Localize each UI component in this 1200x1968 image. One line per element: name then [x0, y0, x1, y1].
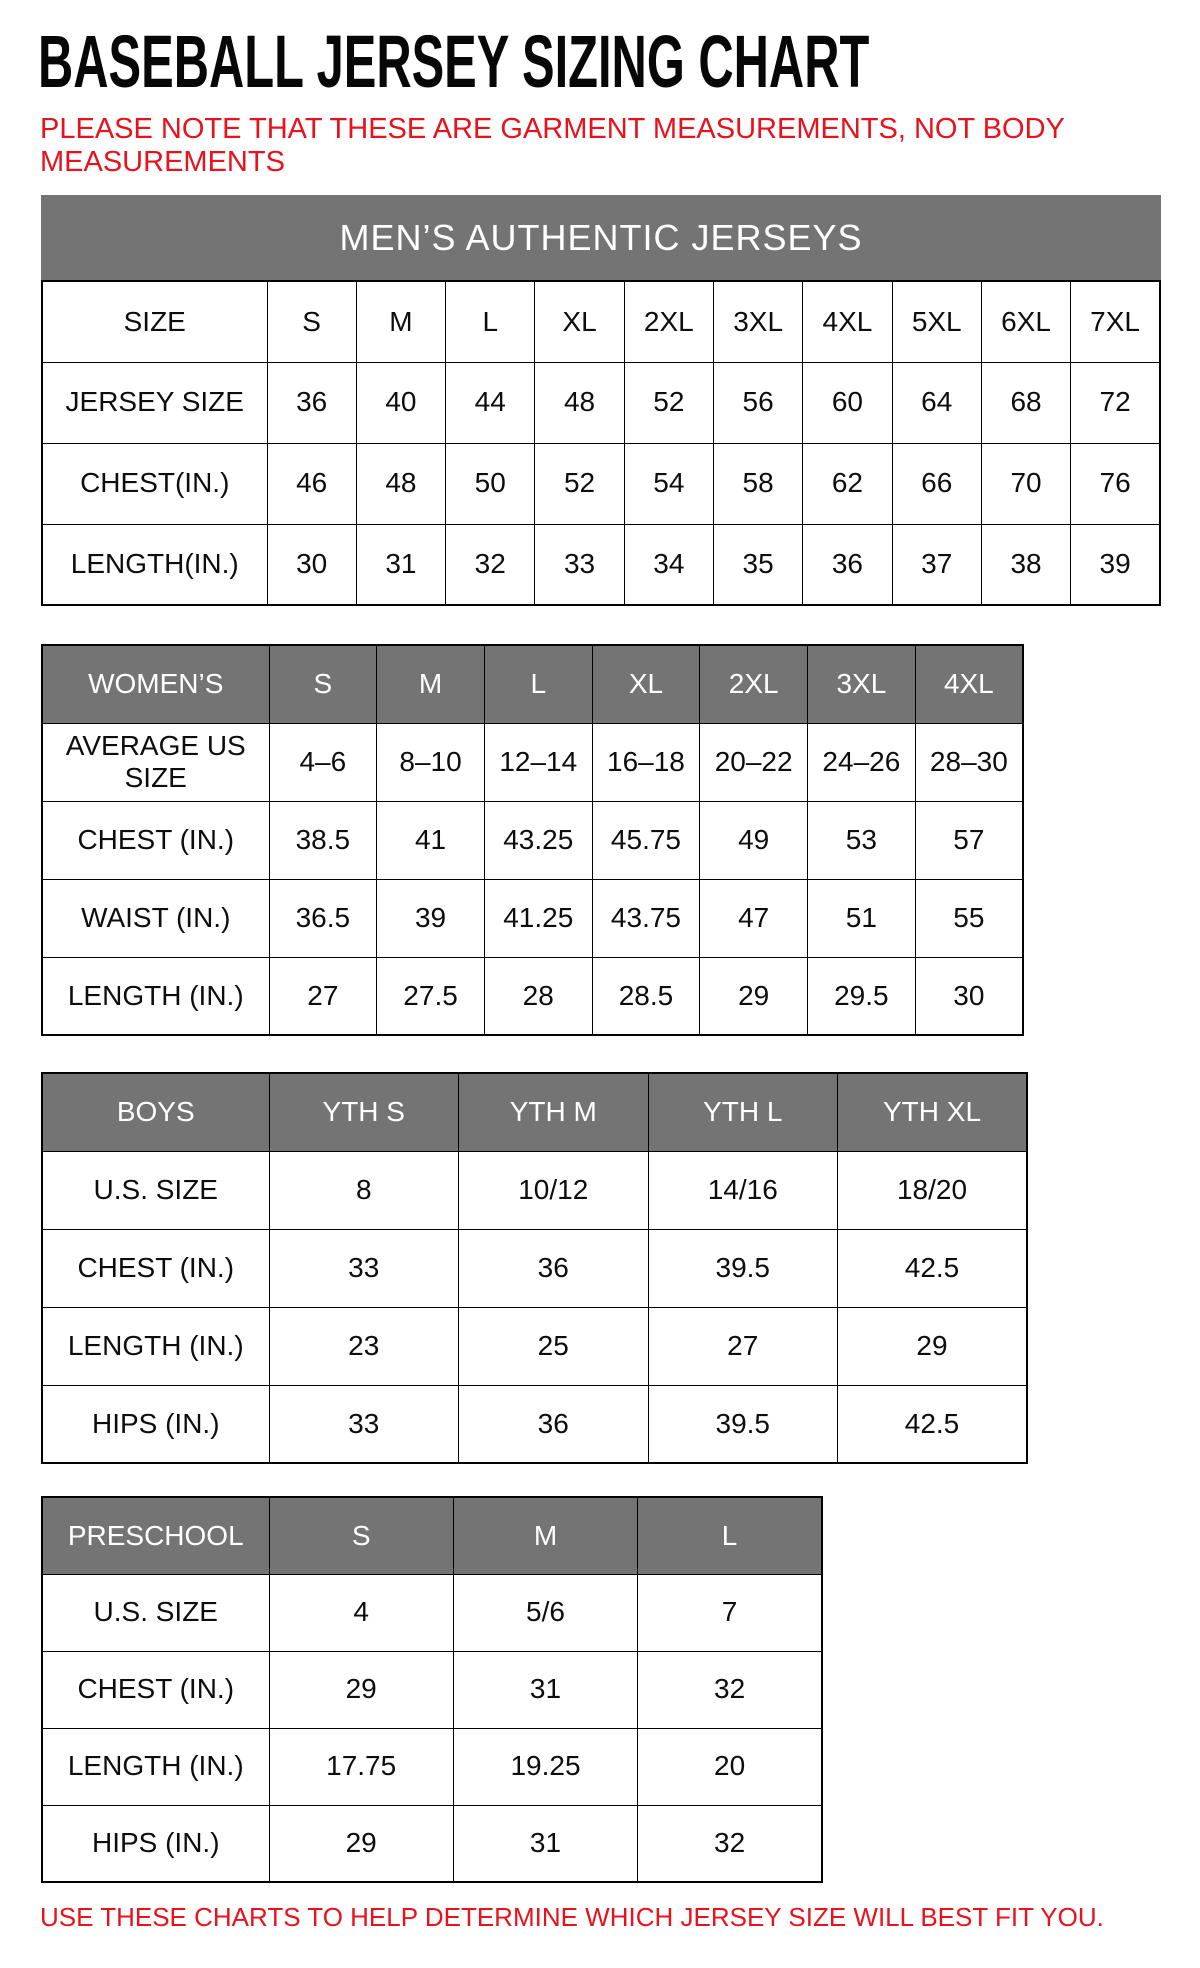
- table-header-cell: M: [453, 1497, 637, 1574]
- value-cell: 45.75: [592, 801, 700, 879]
- value-cell: 23: [269, 1307, 459, 1385]
- table-row: [42, 801, 1023, 879]
- table-row: [42, 1651, 822, 1728]
- row-label-cell: LENGTH (IN.): [42, 957, 269, 1035]
- value-cell: 42.5: [838, 1229, 1028, 1307]
- value-cell: 5/6: [453, 1574, 637, 1651]
- value-cell: 54: [624, 443, 713, 524]
- value-cell: 14/16: [648, 1151, 838, 1229]
- value-cell: 16–18: [592, 723, 700, 801]
- row-label-cell: LENGTH (IN.): [42, 1307, 269, 1385]
- value-cell: 29: [269, 1805, 453, 1882]
- value-cell: 56: [713, 362, 802, 443]
- value-cell: 8–10: [377, 723, 485, 801]
- row-label-cell: U.S. SIZE: [42, 1151, 269, 1229]
- table-row: [42, 1574, 822, 1651]
- value-cell: M: [356, 281, 445, 362]
- row-label-cell: HIPS (IN.): [42, 1385, 269, 1463]
- value-cell: 41: [377, 801, 485, 879]
- value-cell: 32: [446, 524, 535, 605]
- table-row: [42, 957, 1023, 1035]
- womens-sizing-table: [41, 644, 1024, 1036]
- table-header-cell: 3XL: [808, 645, 916, 723]
- preschool-sizing-table: [41, 1496, 823, 1883]
- value-cell: 3XL: [713, 281, 802, 362]
- table-header-cell: S: [269, 1497, 453, 1574]
- value-cell: 36: [267, 362, 356, 443]
- value-cell: 52: [535, 443, 624, 524]
- value-cell: 34: [624, 524, 713, 605]
- value-cell: 33: [269, 1229, 459, 1307]
- value-cell: 29: [838, 1307, 1028, 1385]
- value-cell: 39.5: [648, 1385, 838, 1463]
- value-cell: 76: [1071, 443, 1160, 524]
- value-cell: 31: [356, 524, 445, 605]
- value-cell: XL: [535, 281, 624, 362]
- value-cell: 29.5: [808, 957, 916, 1035]
- table-row: [42, 723, 1023, 801]
- value-cell: 51: [808, 879, 916, 957]
- table-header-cell: L: [638, 1497, 822, 1574]
- value-cell: 20: [638, 1728, 822, 1805]
- value-cell: 62: [803, 443, 892, 524]
- table-row: [42, 281, 1160, 362]
- value-cell: 30: [267, 524, 356, 605]
- value-cell: 17.75: [269, 1728, 453, 1805]
- table-row: [42, 1385, 1027, 1463]
- value-cell: 27.5: [377, 957, 485, 1035]
- value-cell: 57: [915, 801, 1023, 879]
- table-header-cell: YTH S: [269, 1073, 459, 1151]
- value-cell: 31: [453, 1805, 637, 1882]
- value-cell: 28.5: [592, 957, 700, 1035]
- value-cell: 19.25: [453, 1728, 637, 1805]
- page-title: [38, 20, 1200, 103]
- value-cell: S: [267, 281, 356, 362]
- mens-sizing-table: [41, 280, 1161, 606]
- value-cell: 39.5: [648, 1229, 838, 1307]
- value-cell: 60: [803, 362, 892, 443]
- value-cell: 36: [459, 1229, 649, 1307]
- value-cell: 30: [915, 957, 1023, 1035]
- value-cell: 8: [269, 1151, 459, 1229]
- table-row: [42, 1307, 1027, 1385]
- value-cell: 39: [377, 879, 485, 957]
- value-cell: 12–14: [484, 723, 592, 801]
- table-row: [42, 1229, 1027, 1307]
- table-row: [42, 1151, 1027, 1229]
- table-header-cell: XL: [592, 645, 700, 723]
- row-label-cell: CHEST (IN.): [42, 801, 269, 879]
- value-cell: 43.75: [592, 879, 700, 957]
- value-cell: 70: [981, 443, 1070, 524]
- value-cell: 33: [269, 1385, 459, 1463]
- value-cell: 33: [535, 524, 624, 605]
- row-label-cell: AVERAGE US SIZE: [42, 723, 269, 801]
- table-header-row: [42, 1073, 1027, 1151]
- value-cell: 44: [446, 362, 535, 443]
- table-header-row: [42, 645, 1023, 723]
- value-cell: 28–30: [915, 723, 1023, 801]
- value-cell: 47: [700, 879, 808, 957]
- value-cell: 50: [446, 443, 535, 524]
- table-header-row: [42, 1497, 822, 1574]
- value-cell: 2XL: [624, 281, 713, 362]
- table-header-cell: S: [269, 645, 377, 723]
- row-label-cell: SIZE: [42, 281, 267, 362]
- value-cell: 28: [484, 957, 592, 1035]
- value-cell: 36: [803, 524, 892, 605]
- row-label-cell: U.S. SIZE: [42, 1574, 269, 1651]
- value-cell: 27: [269, 957, 377, 1035]
- table-header-label-cell: PRESCHOOL: [42, 1497, 269, 1574]
- value-cell: 36: [459, 1385, 649, 1463]
- table-header-label-cell: WOMEN’S: [42, 645, 269, 723]
- table-header-cell: M: [377, 645, 485, 723]
- value-cell: 48: [356, 443, 445, 524]
- value-cell: 68: [981, 362, 1070, 443]
- mens-table-banner: MEN’S AUTHENTIC JERSEYS: [41, 195, 1161, 280]
- table-header-cell: YTH M: [459, 1073, 649, 1151]
- value-cell: 41.25: [484, 879, 592, 957]
- value-cell: 43.25: [484, 801, 592, 879]
- table-row: [42, 524, 1160, 605]
- value-cell: 38: [981, 524, 1070, 605]
- value-cell: 39: [1071, 524, 1160, 605]
- value-cell: 25: [459, 1307, 649, 1385]
- value-cell: 4: [269, 1574, 453, 1651]
- value-cell: 5XL: [892, 281, 981, 362]
- row-label-cell: CHEST(IN.): [42, 443, 267, 524]
- table-header-cell: L: [484, 645, 592, 723]
- row-label-cell: LENGTH(IN.): [42, 524, 267, 605]
- page-title-text: BASEBALL JERSEY SIZING CHART: [38, 20, 870, 103]
- value-cell: L: [446, 281, 535, 362]
- value-cell: 58: [713, 443, 802, 524]
- table-header-cell: 2XL: [700, 645, 808, 723]
- table-row: [42, 362, 1160, 443]
- value-cell: 20–22: [700, 723, 808, 801]
- value-cell: 6XL: [981, 281, 1070, 362]
- garment-measurement-note: PLEASE NOTE THAT THESE ARE GARMENT MEASUREMENTS, NOT BODY MEASUREMENTS: [40, 113, 1065, 178]
- value-cell: 40: [356, 362, 445, 443]
- row-label-cell: LENGTH (IN.): [42, 1728, 269, 1805]
- value-cell: 4–6: [269, 723, 377, 801]
- value-cell: 36.5: [269, 879, 377, 957]
- row-label-cell: CHEST (IN.): [42, 1229, 269, 1307]
- table-header-label-cell: BOYS: [42, 1073, 269, 1151]
- value-cell: 32: [638, 1651, 822, 1728]
- value-cell: 31: [453, 1651, 637, 1728]
- table-row: [42, 879, 1023, 957]
- table-header-cell: YTH L: [648, 1073, 838, 1151]
- value-cell: 49: [700, 801, 808, 879]
- value-cell: 72: [1071, 362, 1160, 443]
- table-row: [42, 443, 1160, 524]
- table-row: [42, 1805, 822, 1882]
- value-cell: 27: [648, 1307, 838, 1385]
- value-cell: 64: [892, 362, 981, 443]
- value-cell: 42.5: [838, 1385, 1028, 1463]
- value-cell: 4XL: [803, 281, 892, 362]
- value-cell: 29: [700, 957, 808, 1035]
- value-cell: 18/20: [838, 1151, 1028, 1229]
- boys-sizing-table: [41, 1072, 1028, 1464]
- value-cell: 48: [535, 362, 624, 443]
- sizing-chart-page: [0, 20, 1200, 1968]
- value-cell: 7XL: [1071, 281, 1160, 362]
- footer-note: USE THESE CHARTS TO HELP DETERMINE WHICH JERSEY SIZE WILL BEST FIT YOU.: [40, 1902, 1104, 1932]
- value-cell: 37: [892, 524, 981, 605]
- value-cell: 24–26: [808, 723, 916, 801]
- value-cell: 52: [624, 362, 713, 443]
- value-cell: 32: [638, 1805, 822, 1882]
- value-cell: 7: [638, 1574, 822, 1651]
- table-header-cell: YTH XL: [838, 1073, 1028, 1151]
- value-cell: 38.5: [269, 801, 377, 879]
- value-cell: 55: [915, 879, 1023, 957]
- value-cell: 10/12: [459, 1151, 649, 1229]
- value-cell: 35: [713, 524, 802, 605]
- value-cell: 53: [808, 801, 916, 879]
- row-label-cell: CHEST (IN.): [42, 1651, 269, 1728]
- row-label-cell: HIPS (IN.): [42, 1805, 269, 1882]
- value-cell: 66: [892, 443, 981, 524]
- table-header-cell: 4XL: [915, 645, 1023, 723]
- table-row: [42, 1728, 822, 1805]
- value-cell: 46: [267, 443, 356, 524]
- row-label-cell: JERSEY SIZE: [42, 362, 267, 443]
- value-cell: 29: [269, 1651, 453, 1728]
- row-label-cell: WAIST (IN.): [42, 879, 269, 957]
